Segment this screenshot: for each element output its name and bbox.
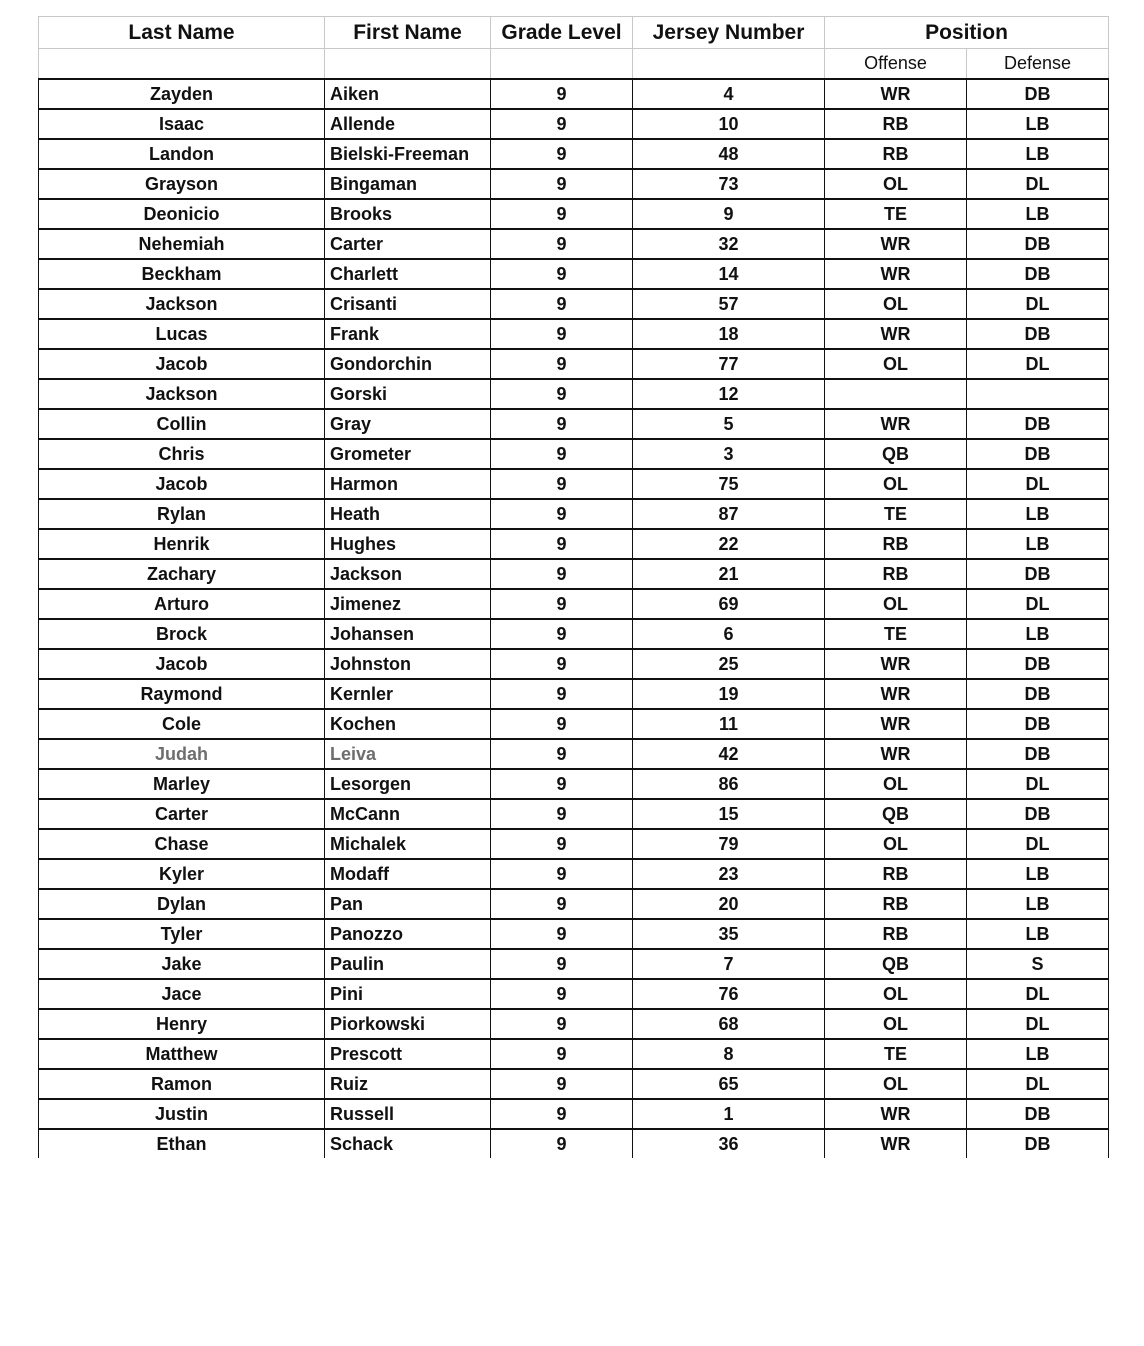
cell-first-name: Bielski-Freeman	[325, 139, 491, 169]
cell-last-name: Nehemiah	[39, 229, 325, 259]
cell-grade-level: 9	[491, 889, 633, 919]
table-row	[39, 769, 1109, 799]
cell-defense-position: LB	[967, 109, 1109, 139]
cell-offense-position: RB	[825, 529, 967, 559]
cell-defense-position: S	[967, 949, 1109, 979]
cell-jersey-number: 1	[633, 1099, 825, 1129]
cell-defense-position	[967, 379, 1109, 409]
cell-grade-level: 9	[491, 709, 633, 739]
header-first-name: First Name	[325, 17, 491, 49]
cell-grade-level: 9	[491, 1009, 633, 1039]
table-row	[39, 409, 1109, 439]
cell-grade-level: 9	[491, 259, 633, 289]
cell-defense-position: LB	[967, 859, 1109, 889]
cell-defense-position: LB	[967, 529, 1109, 559]
cell-last-name: Jackson	[39, 289, 325, 319]
cell-grade-level: 9	[491, 559, 633, 589]
cell-jersey-number: 6	[633, 619, 825, 649]
cell-last-name: Justin	[39, 1099, 325, 1129]
cell-offense-position: RB	[825, 139, 967, 169]
table-row	[39, 499, 1109, 529]
cell-grade-level: 9	[491, 409, 633, 439]
cell-offense-position: OL	[825, 829, 967, 859]
cell-grade-level: 9	[491, 289, 633, 319]
cell-grade-level: 9	[491, 769, 633, 799]
table-row	[39, 949, 1109, 979]
table-row	[39, 139, 1109, 169]
table-row	[39, 199, 1109, 229]
header-row	[39, 17, 1109, 49]
cell-first-name: Gorski	[325, 379, 491, 409]
cell-grade-level: 9	[491, 1039, 633, 1069]
cell-grade-level: 9	[491, 589, 633, 619]
table-row	[39, 1009, 1109, 1039]
cell-first-name: Hughes	[325, 529, 491, 559]
table-row	[39, 859, 1109, 889]
table-row	[39, 1039, 1109, 1069]
cell-defense-position: DB	[967, 319, 1109, 349]
cell-jersey-number: 32	[633, 229, 825, 259]
cell-grade-level: 9	[491, 619, 633, 649]
table-row	[39, 529, 1109, 559]
cell-defense-position: DL	[967, 1069, 1109, 1099]
table-row	[39, 439, 1109, 469]
cell-grade-level: 9	[491, 739, 633, 769]
table-row	[39, 79, 1109, 109]
cell-offense-position: WR	[825, 679, 967, 709]
cell-jersey-number: 57	[633, 289, 825, 319]
cell-jersey-number: 14	[633, 259, 825, 289]
cell-last-name: Jacob	[39, 349, 325, 379]
cell-first-name: Aiken	[325, 79, 491, 109]
cell-defense-position: DL	[967, 469, 1109, 499]
cell-offense-position: OL	[825, 469, 967, 499]
cell-defense-position: DB	[967, 559, 1109, 589]
cell-last-name: Rylan	[39, 499, 325, 529]
cell-first-name: Harmon	[325, 469, 491, 499]
cell-jersey-number: 86	[633, 769, 825, 799]
cell-offense-position: OL	[825, 769, 967, 799]
table-row	[39, 739, 1109, 769]
cell-offense-position: WR	[825, 709, 967, 739]
cell-offense-position: WR	[825, 1099, 967, 1129]
table-row	[39, 799, 1109, 829]
cell-jersey-number: 75	[633, 469, 825, 499]
cell-offense-position: QB	[825, 949, 967, 979]
cell-first-name: Michalek	[325, 829, 491, 859]
cell-jersey-number: 10	[633, 109, 825, 139]
cell-offense-position: OL	[825, 1009, 967, 1039]
cell-jersey-number: 5	[633, 409, 825, 439]
cell-grade-level: 9	[491, 439, 633, 469]
roster-table-header	[39, 17, 1109, 80]
cell-first-name: Leiva	[325, 739, 491, 769]
roster-table	[38, 16, 1109, 1158]
cell-defense-position: LB	[967, 139, 1109, 169]
cell-defense-position: DB	[967, 439, 1109, 469]
cell-jersey-number: 36	[633, 1129, 825, 1158]
table-row	[39, 649, 1109, 679]
cell-defense-position: DB	[967, 229, 1109, 259]
subheader-blank	[491, 49, 633, 80]
cell-jersey-number: 77	[633, 349, 825, 379]
cell-jersey-number: 22	[633, 529, 825, 559]
cell-offense-position: OL	[825, 1069, 967, 1099]
cell-last-name: Jacob	[39, 649, 325, 679]
cell-last-name: Matthew	[39, 1039, 325, 1069]
cell-first-name: Carter	[325, 229, 491, 259]
cell-jersey-number: 20	[633, 889, 825, 919]
cell-defense-position: DL	[967, 1009, 1109, 1039]
cell-last-name: Jackson	[39, 379, 325, 409]
table-row	[39, 259, 1109, 289]
cell-offense-position: WR	[825, 319, 967, 349]
cell-last-name: Ethan	[39, 1129, 325, 1158]
cell-grade-level: 9	[491, 949, 633, 979]
cell-grade-level: 9	[491, 499, 633, 529]
cell-last-name: Dylan	[39, 889, 325, 919]
cell-grade-level: 9	[491, 169, 633, 199]
cell-offense-position: TE	[825, 499, 967, 529]
cell-defense-position: DB	[967, 739, 1109, 769]
cell-grade-level: 9	[491, 1099, 633, 1129]
cell-offense-position: TE	[825, 199, 967, 229]
table-row	[39, 979, 1109, 1009]
cell-offense-position: RB	[825, 859, 967, 889]
table-row	[39, 709, 1109, 739]
cell-first-name: Johnston	[325, 649, 491, 679]
cell-last-name: Cole	[39, 709, 325, 739]
cell-last-name: Chase	[39, 829, 325, 859]
cell-offense-position: WR	[825, 1129, 967, 1158]
table-row	[39, 829, 1109, 859]
cell-last-name: Deonicio	[39, 199, 325, 229]
cell-last-name: Jacob	[39, 469, 325, 499]
cell-grade-level: 9	[491, 919, 633, 949]
cell-grade-level: 9	[491, 1069, 633, 1099]
table-row	[39, 469, 1109, 499]
cell-grade-level: 9	[491, 1129, 633, 1158]
cell-jersey-number: 3	[633, 439, 825, 469]
cell-offense-position: OL	[825, 349, 967, 379]
cell-first-name: Ruiz	[325, 1069, 491, 1099]
table-row	[39, 1129, 1109, 1158]
cell-jersey-number: 65	[633, 1069, 825, 1099]
cell-last-name: Jake	[39, 949, 325, 979]
cell-grade-level: 9	[491, 379, 633, 409]
cell-last-name: Isaac	[39, 109, 325, 139]
cell-offense-position: TE	[825, 619, 967, 649]
subheader-row	[39, 49, 1109, 80]
table-row	[39, 559, 1109, 589]
cell-defense-position: LB	[967, 499, 1109, 529]
cell-last-name: Landon	[39, 139, 325, 169]
cell-grade-level: 9	[491, 109, 633, 139]
cell-first-name: Crisanti	[325, 289, 491, 319]
cell-offense-position: OL	[825, 979, 967, 1009]
cell-offense-position: OL	[825, 169, 967, 199]
cell-first-name: Lesorgen	[325, 769, 491, 799]
cell-first-name: Johansen	[325, 619, 491, 649]
cell-grade-level: 9	[491, 199, 633, 229]
cell-first-name: Jimenez	[325, 589, 491, 619]
table-row	[39, 109, 1109, 139]
cell-offense-position: QB	[825, 439, 967, 469]
cell-offense-position: TE	[825, 1039, 967, 1069]
cell-first-name: Gondorchin	[325, 349, 491, 379]
cell-last-name: Tyler	[39, 919, 325, 949]
cell-defense-position: DB	[967, 1129, 1109, 1158]
cell-jersey-number: 79	[633, 829, 825, 859]
cell-last-name: Zachary	[39, 559, 325, 589]
table-row	[39, 1099, 1109, 1129]
table-row	[39, 229, 1109, 259]
table-row	[39, 1069, 1109, 1099]
cell-jersey-number: 87	[633, 499, 825, 529]
cell-defense-position: DB	[967, 649, 1109, 679]
cell-jersey-number: 68	[633, 1009, 825, 1039]
cell-first-name: Kochen	[325, 709, 491, 739]
cell-jersey-number: 4	[633, 79, 825, 109]
table-row	[39, 169, 1109, 199]
cell-first-name: Pan	[325, 889, 491, 919]
cell-first-name: Brooks	[325, 199, 491, 229]
table-row	[39, 379, 1109, 409]
cell-jersey-number: 25	[633, 649, 825, 679]
cell-first-name: Kernler	[325, 679, 491, 709]
cell-first-name: Paulin	[325, 949, 491, 979]
cell-defense-position: DB	[967, 259, 1109, 289]
cell-jersey-number: 48	[633, 139, 825, 169]
cell-jersey-number: 11	[633, 709, 825, 739]
cell-jersey-number: 7	[633, 949, 825, 979]
cell-grade-level: 9	[491, 139, 633, 169]
cell-defense-position: DB	[967, 409, 1109, 439]
cell-offense-position: WR	[825, 259, 967, 289]
cell-offense-position: OL	[825, 589, 967, 619]
cell-last-name: Arturo	[39, 589, 325, 619]
cell-last-name: Judah	[39, 739, 325, 769]
cell-first-name: Russell	[325, 1099, 491, 1129]
roster-table-body	[39, 79, 1109, 1158]
cell-offense-position: WR	[825, 649, 967, 679]
cell-jersey-number: 35	[633, 919, 825, 949]
subheader-blank	[39, 49, 325, 80]
cell-first-name: Grometer	[325, 439, 491, 469]
header-jersey-number: Jersey Number	[633, 17, 825, 49]
cell-first-name: Gray	[325, 409, 491, 439]
cell-last-name: Ramon	[39, 1069, 325, 1099]
cell-first-name: Pini	[325, 979, 491, 1009]
cell-first-name: Panozzo	[325, 919, 491, 949]
cell-last-name: Henrik	[39, 529, 325, 559]
subheader-blank	[633, 49, 825, 80]
cell-last-name: Raymond	[39, 679, 325, 709]
cell-last-name: Lucas	[39, 319, 325, 349]
table-row	[39, 319, 1109, 349]
subheader-blank	[325, 49, 491, 80]
cell-last-name: Marley	[39, 769, 325, 799]
cell-first-name: Piorkowski	[325, 1009, 491, 1039]
cell-jersey-number: 12	[633, 379, 825, 409]
cell-jersey-number: 42	[633, 739, 825, 769]
cell-offense-position: WR	[825, 409, 967, 439]
cell-jersey-number: 76	[633, 979, 825, 1009]
cell-defense-position: DB	[967, 1099, 1109, 1129]
cell-offense-position	[825, 379, 967, 409]
table-row	[39, 679, 1109, 709]
cell-grade-level: 9	[491, 979, 633, 1009]
cell-defense-position: DL	[967, 979, 1109, 1009]
table-row	[39, 889, 1109, 919]
cell-defense-position: DB	[967, 799, 1109, 829]
cell-offense-position: QB	[825, 799, 967, 829]
cell-grade-level: 9	[491, 859, 633, 889]
table-row	[39, 289, 1109, 319]
cell-defense-position: DB	[967, 679, 1109, 709]
cell-first-name: Charlett	[325, 259, 491, 289]
cell-offense-position: RB	[825, 889, 967, 919]
cell-defense-position: LB	[967, 1039, 1109, 1069]
cell-jersey-number: 69	[633, 589, 825, 619]
table-row	[39, 919, 1109, 949]
cell-offense-position: OL	[825, 289, 967, 319]
table-row	[39, 349, 1109, 379]
header-grade-level: Grade Level	[491, 17, 633, 49]
cell-jersey-number: 73	[633, 169, 825, 199]
cell-defense-position: LB	[967, 919, 1109, 949]
table-row	[39, 619, 1109, 649]
cell-last-name: Collin	[39, 409, 325, 439]
cell-defense-position: DL	[967, 829, 1109, 859]
cell-first-name: Frank	[325, 319, 491, 349]
cell-defense-position: DL	[967, 769, 1109, 799]
cell-first-name: Modaff	[325, 859, 491, 889]
cell-jersey-number: 18	[633, 319, 825, 349]
cell-last-name: Grayson	[39, 169, 325, 199]
cell-first-name: Bingaman	[325, 169, 491, 199]
cell-jersey-number: 19	[633, 679, 825, 709]
cell-defense-position: DL	[967, 589, 1109, 619]
cell-grade-level: 9	[491, 829, 633, 859]
cell-first-name: Heath	[325, 499, 491, 529]
roster-sheet	[38, 16, 1108, 1158]
cell-last-name: Henry	[39, 1009, 325, 1039]
cell-last-name: Carter	[39, 799, 325, 829]
cell-first-name: Schack	[325, 1129, 491, 1158]
cell-defense-position: DL	[967, 289, 1109, 319]
cell-grade-level: 9	[491, 349, 633, 379]
cell-grade-level: 9	[491, 79, 633, 109]
subheader-offense: Offense	[825, 49, 967, 80]
subheader-defense: Defense	[967, 49, 1109, 80]
cell-last-name: Chris	[39, 439, 325, 469]
cell-jersey-number: 8	[633, 1039, 825, 1069]
cell-offense-position: WR	[825, 229, 967, 259]
cell-grade-level: 9	[491, 229, 633, 259]
cell-jersey-number: 21	[633, 559, 825, 589]
cell-last-name: Beckham	[39, 259, 325, 289]
cell-offense-position: RB	[825, 109, 967, 139]
cell-jersey-number: 15	[633, 799, 825, 829]
cell-defense-position: LB	[967, 199, 1109, 229]
cell-defense-position: DL	[967, 169, 1109, 199]
cell-last-name: Jace	[39, 979, 325, 1009]
cell-grade-level: 9	[491, 469, 633, 499]
cell-jersey-number: 23	[633, 859, 825, 889]
cell-first-name: McCann	[325, 799, 491, 829]
cell-grade-level: 9	[491, 649, 633, 679]
cell-last-name: Kyler	[39, 859, 325, 889]
cell-last-name: Zayden	[39, 79, 325, 109]
cell-offense-position: WR	[825, 739, 967, 769]
cell-offense-position: RB	[825, 919, 967, 949]
cell-offense-position: WR	[825, 79, 967, 109]
cell-first-name: Jackson	[325, 559, 491, 589]
cell-defense-position: LB	[967, 619, 1109, 649]
cell-grade-level: 9	[491, 319, 633, 349]
header-last-name: Last Name	[39, 17, 325, 49]
header-position: Position	[825, 17, 1109, 49]
cell-first-name: Allende	[325, 109, 491, 139]
cell-grade-level: 9	[491, 529, 633, 559]
cell-first-name: Prescott	[325, 1039, 491, 1069]
table-row	[39, 589, 1109, 619]
cell-defense-position: DL	[967, 349, 1109, 379]
cell-last-name: Brock	[39, 619, 325, 649]
cell-offense-position: RB	[825, 559, 967, 589]
cell-grade-level: 9	[491, 679, 633, 709]
cell-grade-level: 9	[491, 799, 633, 829]
cell-defense-position: DB	[967, 79, 1109, 109]
cell-jersey-number: 9	[633, 199, 825, 229]
cell-defense-position: LB	[967, 889, 1109, 919]
cell-defense-position: DB	[967, 709, 1109, 739]
